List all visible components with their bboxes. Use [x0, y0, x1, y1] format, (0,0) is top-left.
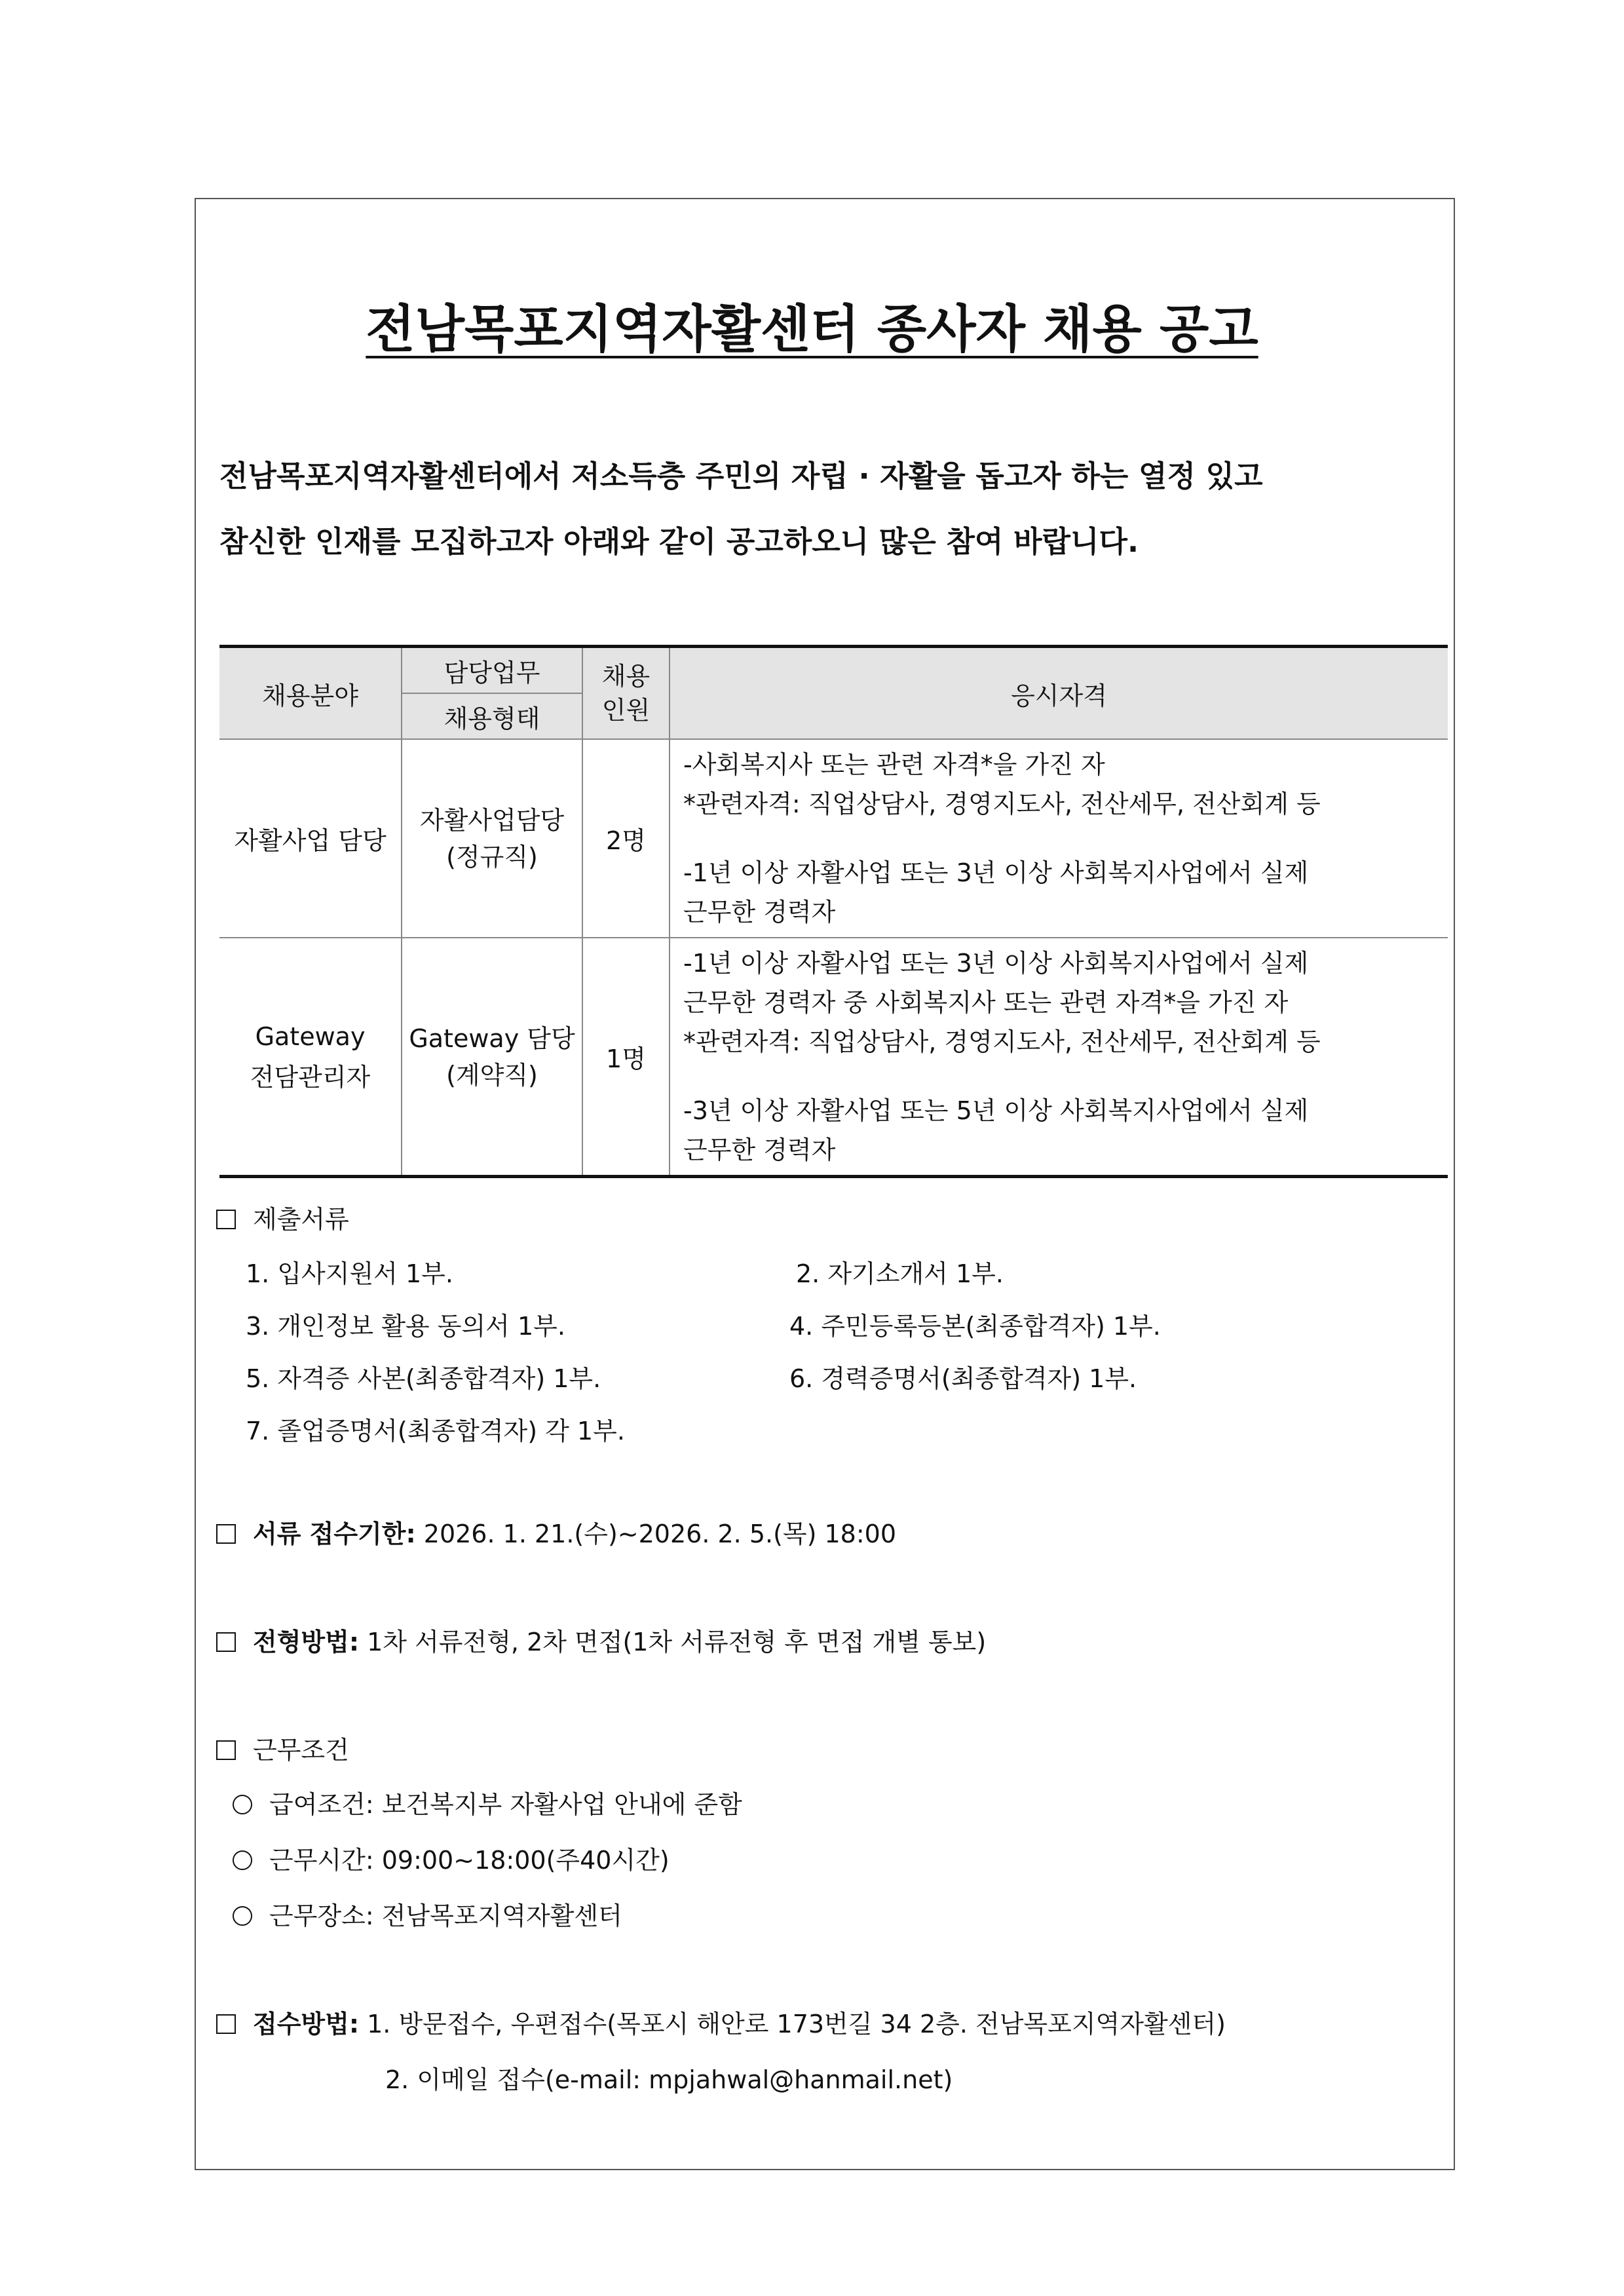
document-item: 3. 개인정보 활용 동의서 1부.	[246, 1312, 565, 1341]
document-item: 6. 경력증명서(최종합격자) 1부.	[789, 1364, 1137, 1393]
qual-line: 근무한 경력자 중 사회복지사 또는 관련 자격*을 가진 자	[683, 988, 1289, 1017]
document-item: 4. 주민등록등본(최종합격자) 1부.	[789, 1312, 1161, 1341]
qual-line: -1년 이상 자활사업 또는 3년 이상 사회복지사업에서 실제	[683, 858, 1309, 887]
row2-field	[219, 938, 402, 1177]
recruitment-table	[219, 645, 1448, 1178]
condition-item: 근무시간: 09:00~18:00(주40시간)	[233, 1840, 670, 1876]
square-bullet-icon	[216, 1210, 236, 1229]
header-type: 채용형태	[402, 693, 582, 739]
table-row	[219, 739, 1448, 938]
square-bullet-icon	[216, 1524, 236, 1544]
document-item: 1. 입사지원서 1부.	[246, 1259, 453, 1288]
deadline-line	[216, 1514, 896, 1550]
circle-bullet-icon	[233, 1795, 252, 1814]
square-bullet-icon	[216, 1740, 236, 1760]
documents-heading: 제출서류	[216, 1199, 349, 1235]
page-title: 전남목포지역자활센터 종사자 채용 공고	[366, 300, 1258, 359]
circle-bullet-icon	[233, 1906, 252, 1926]
row2-type: (계약직)	[446, 1060, 538, 1090]
row2-duty-type	[402, 938, 582, 1177]
document-item: 2. 자기소개서 1부.	[796, 1259, 1004, 1288]
square-bullet-icon	[216, 1632, 236, 1652]
selection-value: 1차 서류전형, 2차 면접(1차 서류전형 후 면접 개별 통보)	[367, 1628, 987, 1656]
qual-line: 근무한 경력자	[683, 898, 836, 927]
selection-label: 전형방법:	[253, 1628, 360, 1656]
condition-item: 근무장소: 전남목포지역자활센터	[233, 1896, 622, 1932]
qual-line: *관련자격: 직업상담사, 경영지도사, 전산세무, 전산회계 등	[683, 1027, 1321, 1056]
row2-field-line2: 전담관리자	[250, 1062, 371, 1092]
application-label: 접수방법:	[253, 2010, 360, 2038]
condition-item: 급여조건: 보건복지부 자활사업 안내에 준함	[233, 1784, 742, 1820]
qual-line: -3년 이상 자활사업 또는 5년 이상 사회복지사업에서 실제	[683, 1096, 1309, 1125]
row1-duty-type	[402, 739, 582, 938]
table-row	[219, 938, 1448, 1177]
header-qualification: 응시자격	[670, 647, 1448, 740]
header-duty: 담당업무	[402, 647, 582, 694]
intro-line-2: 참신한 인재를 모집하고자 아래와 같이 공고하오니 많은 참여 바랍니다.	[219, 524, 1139, 559]
row2-duty: Gateway 담당	[409, 1024, 575, 1053]
application-line	[216, 2004, 1226, 2040]
circle-bullet-icon	[233, 1850, 252, 1870]
row1-type: (정규직)	[446, 842, 538, 871]
row2-qualification	[670, 938, 1448, 1177]
row1-duty: 자활사업담당	[419, 805, 565, 835]
header-count: 채용 인원	[582, 647, 670, 740]
document-item: 7. 졸업증명서(최종합격자) 각 1부.	[246, 1417, 625, 1445]
intro-line-1: 전남목포지역자활센터에서 저소득층 주민의 자립 · 자활을 돕고자 하는 열정 있고	[219, 459, 1263, 493]
deadline-label: 서류 접수기한:	[253, 1520, 416, 1548]
row1-field: 자활사업 담당	[219, 739, 402, 938]
selection-line	[216, 1622, 986, 1658]
row2-field-line1: Gateway	[255, 1022, 366, 1051]
qual-line: -사회복지사 또는 관련 자격*을 가진 자	[683, 750, 1105, 779]
row1-count: 2명	[582, 739, 670, 938]
application-method-1: 1. 방문접수, 우편접수(목포시 해안로 173번길 34 2층. 전남목포지역자활센터)	[367, 2010, 1226, 2038]
document-item: 5. 자격증 사본(최종합격자) 1부.	[246, 1364, 601, 1393]
table-header-row	[219, 647, 1448, 694]
qual-line: *관련자격: 직업상담사, 경영지도사, 전산세무, 전산회계 등	[683, 790, 1321, 818]
qual-line: 근무한 경력자	[683, 1136, 836, 1164]
application-method-2: 2. 이메일 접수(e-mail: mpjahwal@hanmail.net)	[385, 2065, 953, 2094]
conditions-heading: 근무조건	[216, 1730, 349, 1766]
row1-qualification	[670, 739, 1448, 938]
header-field: 채용분야	[219, 647, 402, 740]
square-bullet-icon	[216, 2014, 236, 2034]
deadline-value: 2026. 1. 21.(수)~2026. 2. 5.(목) 18:00	[423, 1520, 897, 1548]
row2-count: 1명	[582, 938, 670, 1177]
qual-line: -1년 이상 자활사업 또는 3년 이상 사회복지사업에서 실제	[683, 949, 1309, 978]
